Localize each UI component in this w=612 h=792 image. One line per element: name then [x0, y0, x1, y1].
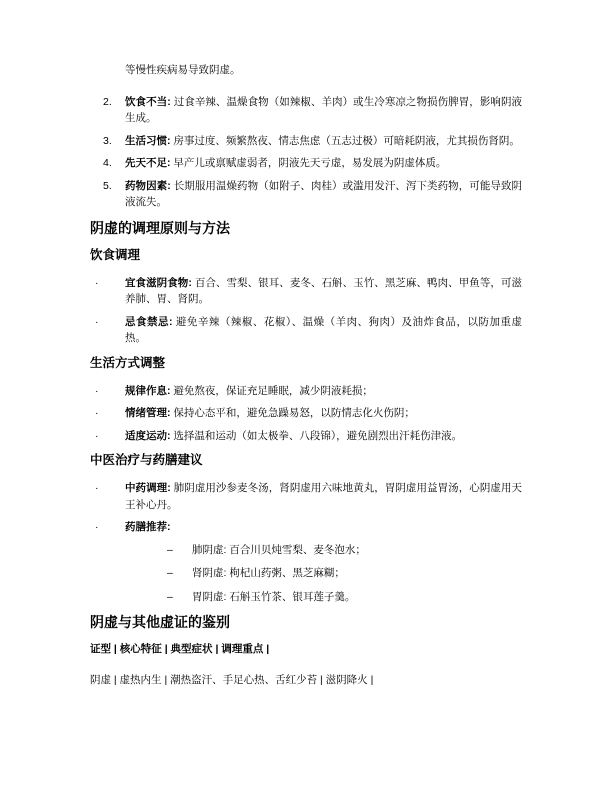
item-text: 肾阴虚: 枸杞山药粥、黑芝麻糊；: [192, 567, 345, 579]
item-label: 忌食禁忌:: [125, 315, 176, 328]
item-text: 早产儿或禀赋虚弱者，阴液先天亏虚，易发展为阴虚体质。: [173, 157, 447, 169]
dash-marker: –: [167, 567, 173, 579]
table-row-line: 阴虚 | 虚热内生 | 潮热盗汗、手足心热、舌红少苔 | 滋阴降火 |: [90, 673, 374, 686]
item-text: 过食辛辣、温燥食物（如辣椒、羊肉）或生冷寒凉之物损伤脾胃，影响阴液生成。: [125, 95, 522, 124]
list-number: 5.: [103, 179, 112, 192]
item-text: 保持心态平和，避免急躁易怒，以防情志化火伤阴；: [173, 407, 415, 419]
item-label: 中药调理:: [125, 482, 174, 494]
numbered-item: [90, 178, 522, 211]
recipes-sub-list: [125, 542, 522, 606]
list-number: 2.: [103, 95, 112, 108]
item-label: 规律作息:: [125, 384, 174, 397]
item-text: 长期服用温燥药物（如附子、肉桂）或滥用发汗、泻下类药物，可能导致阴液流失。: [125, 179, 522, 208]
item-label: 饮食不当:: [125, 95, 174, 108]
item-text: 肺阴虚用沙参麦冬汤，肾阴虚用六味地黄丸，胃阴虚用益胃汤，心阴虚用天王补心丹。: [125, 482, 522, 511]
paragraph-intro-continuation: 等慢性疾病易导致阴虚。: [125, 64, 241, 76]
subsection-heading-diet: 饮食调理: [90, 247, 141, 262]
tcm-bullet-list: [90, 480, 522, 605]
subsection-heading-lifestyle: 生活方式调整: [90, 355, 166, 370]
bullet-marker: ·: [95, 315, 99, 328]
numbered-item: [90, 94, 522, 127]
bullet-marker: ·: [95, 521, 99, 533]
dash-marker: –: [167, 543, 173, 556]
sub-bullet-item: [125, 565, 522, 582]
diet-bullet-list: [90, 275, 522, 347]
item-text: 肺阴虚: 百合川贝炖雪梨、麦冬泡水；: [192, 543, 366, 556]
bullet-marker: ·: [95, 429, 99, 442]
numbered-item: [90, 133, 522, 150]
section-heading-differential: 阴虚与其他虚证的鉴别: [90, 614, 230, 630]
lifestyle-bullet-list: [90, 383, 522, 445]
list-number: 3.: [103, 134, 112, 147]
sub-bullet-item: [125, 542, 522, 559]
item-label: 药膳推荐:: [125, 521, 171, 533]
bullet-marker: ·: [95, 384, 99, 397]
bullet-marker: ·: [95, 276, 99, 289]
item-label: 先天不足:: [125, 157, 174, 169]
bullet-marker: ·: [95, 407, 99, 419]
list-number: 4.: [103, 157, 112, 169]
item-label: 药物因素:: [125, 179, 174, 192]
item-text: 胃阴虚: 石斛玉竹茶、银耳莲子羹。: [192, 590, 356, 603]
item-text: 避免熬夜，保证充足睡眠，减少阴液耗损；: [173, 384, 373, 397]
item-text: 房事过度、频繁熬夜、情志焦虑（五志过极）可暗耗阴液，尤其损伤肾阴。: [173, 134, 520, 147]
bullet-item: [90, 428, 522, 445]
bullet-item: [90, 480, 522, 513]
item-text: 选择温和运动（如太极拳、八段锦），避免剧烈出汗耗伤津液。: [173, 429, 463, 442]
subsection-heading-tcm: 中医治疗与药膳建议: [90, 453, 203, 467]
bullet-item: [90, 383, 522, 400]
bullet-item: [90, 314, 522, 347]
section-heading-regulate: 阴虚的调理原则与方法: [90, 219, 230, 236]
causes-numbered-list: [90, 94, 522, 211]
table-header-line: 证型 | 核心特征 | 典型症状 | 调理重点 |: [90, 643, 270, 655]
sub-bullet-item: [125, 589, 522, 606]
bullet-item: [90, 519, 522, 605]
item-label: 生活习惯:: [125, 134, 174, 147]
item-text: 百合、雪梨、银耳、麦冬、石斛、玉竹、黑芝麻、鸭肉、甲鱼等，可滋养肺、胃、肾阴。: [125, 276, 522, 305]
bullet-item: [90, 405, 522, 422]
item-text: 避免辛辣（辣椒、花椒）、温燥（羊肉、狗肉）及油炸食品，以防加重虚热。: [125, 315, 522, 344]
item-label: 适度运动:: [125, 429, 174, 442]
item-label: 宜食滋阴食物:: [125, 276, 195, 289]
bullet-marker: ·: [95, 482, 99, 494]
dash-marker: –: [167, 590, 173, 603]
bullet-item: [90, 275, 522, 308]
item-label: 情绪管理:: [125, 407, 174, 419]
numbered-item: [90, 155, 522, 172]
